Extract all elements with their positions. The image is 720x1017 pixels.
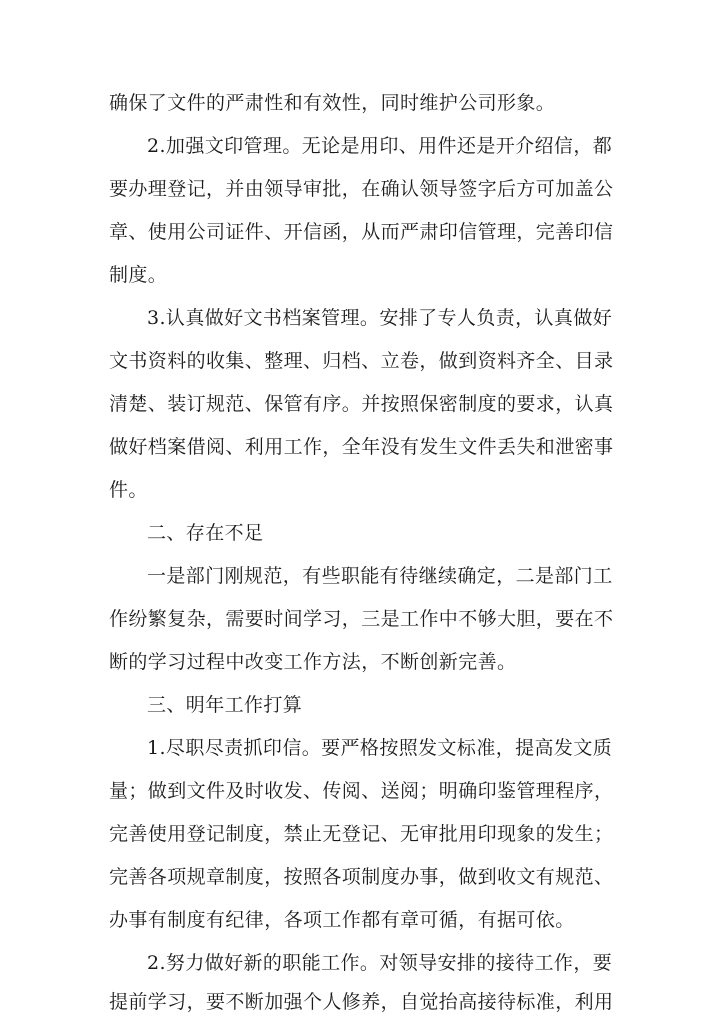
text-line-2: 2.加强文印管理。无论是用印、用件还是开介绍信，都 xyxy=(147,135,613,157)
text-line-8: 清楚、装订规范、保管有序。并按照保密制度的要求，认真 xyxy=(109,393,614,415)
text-line-7: 文书资料的收集、整理、归档、立卷，做到资料齐全、目录 xyxy=(109,350,614,372)
text-line-16: 1.尽职尽责抓印信。要严格按照发文标准，提高发文质 xyxy=(147,737,613,759)
text-line-13: 作纷繁复杂，需要时间学习，三是工作中不够大胆，要在不 xyxy=(109,608,614,630)
text-line-18: 完善使用登记制度，禁止无登记、无审批用印现象的发生； xyxy=(109,823,614,845)
text-line-1: 确保了文件的严肃性和有效性，同时维护公司形象。 xyxy=(109,92,556,114)
text-line-17: 量；做到文件及时收发、传阅、送阅；明确印鉴管理程序， xyxy=(109,780,614,802)
text-line-6: 3.认真做好文书档案管理。安排了专人负责，认真做好 xyxy=(147,307,613,329)
text-line-22: 提前学习，要不断加强个人修养，自觉抬高接待标准，利用 xyxy=(109,991,614,1013)
text-line-12: 一是部门刚规范，有些职能有待继续确定，二是部门工 xyxy=(147,565,613,587)
text-line-3: 要办理登记，并由领导审批，在确认领导签字后方可加盖公 xyxy=(109,178,614,200)
text-line-5: 制度。 xyxy=(109,264,168,286)
text-line-4: 章、使用公司证件、开信函，从而严肃印信管理，完善印信 xyxy=(109,221,614,243)
text-line-14: 断的学习过程中改变工作方法，不断创新完善。 xyxy=(109,651,517,673)
text-line-21: 2.努力做好新的职能工作。对领导安排的接待工作，要 xyxy=(147,952,613,974)
text-line-19: 完善各项规章制度，按照各项制度办事，做到收文有规范、 xyxy=(109,866,614,888)
section-heading-next-year-plan: 三、明年工作打算 xyxy=(147,694,303,716)
text-line-20: 办事有制度有纪律，各项工作都有章可循，有据可依。 xyxy=(109,909,575,931)
text-line-9: 做好档案借阅、利用工作，全年没有发生文件丢失和泄密事 xyxy=(109,436,614,458)
section-heading-shortcomings: 二、存在不足 xyxy=(147,522,264,544)
text-line-10: 件。 xyxy=(109,479,148,501)
